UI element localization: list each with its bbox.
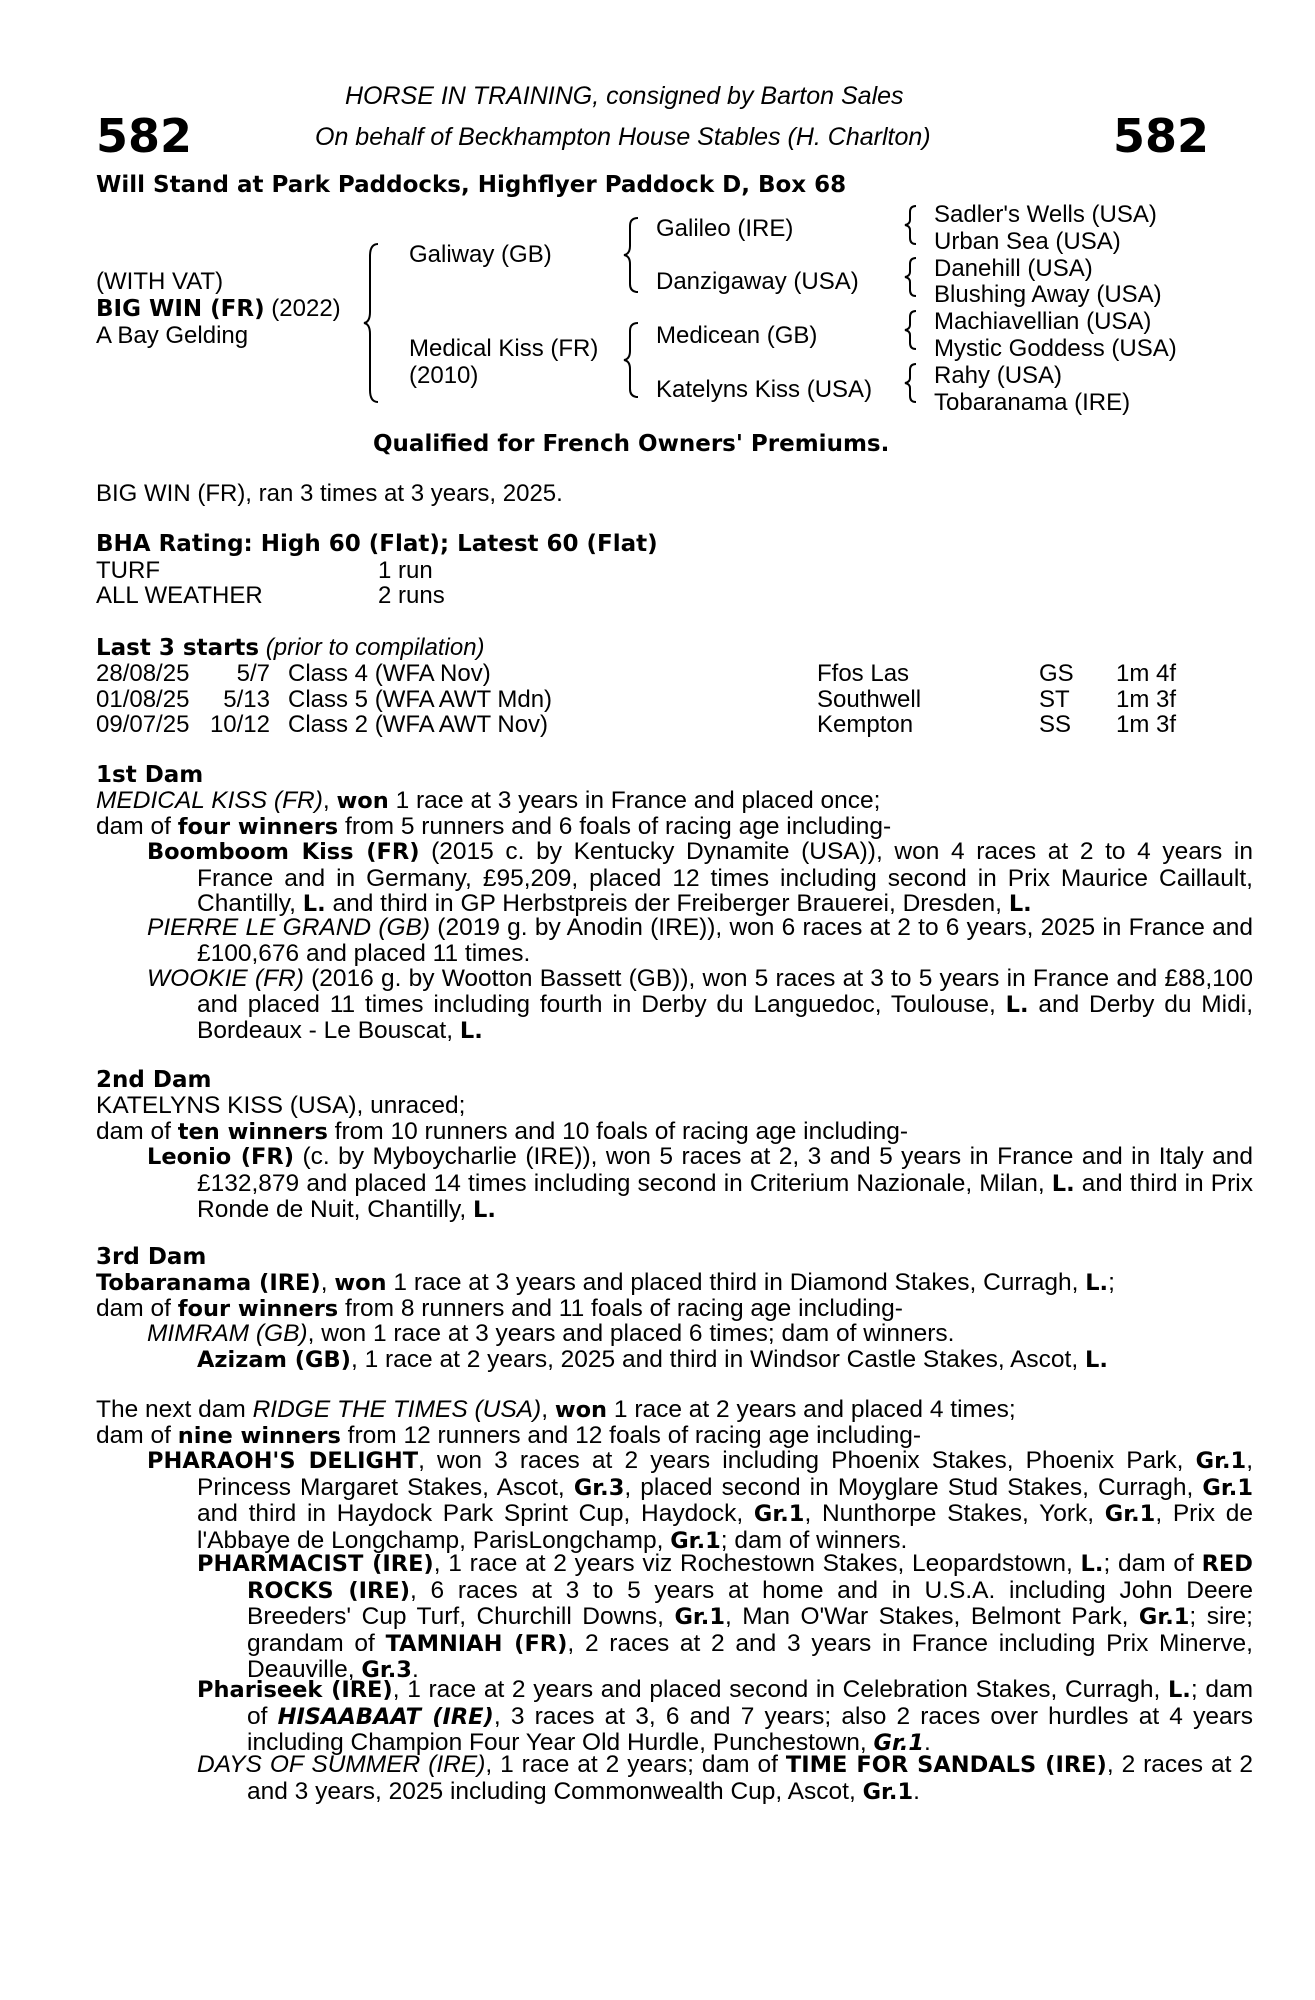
start-date: 09/07/25 — [96, 711, 190, 738]
start-date: 28/08/25 — [96, 660, 190, 687]
consignor-line: On behalf of Beckhampton House Stables (H. Charlton) — [315, 123, 931, 151]
horse-name-line — [96, 297, 341, 321]
pedigree-g5: Machiavellian (USA) — [934, 308, 1152, 335]
next-dam-pre: The next dam — [96, 1396, 253, 1423]
progeny-name: Phariseek (IRE) — [197, 1677, 393, 1703]
pedigree-bracket-dam — [626, 321, 646, 401]
dam1-progeny-1 — [147, 839, 1253, 918]
phariseek-entry — [197, 1677, 1253, 1757]
dam2-produce — [96, 1119, 1206, 1146]
last-starts-heading — [96, 636, 485, 660]
catalogue-title: HORSE IN TRAINING, consigned by Barton Sales — [345, 82, 904, 110]
progeny-text: ; dam of — [1103, 1550, 1202, 1577]
pedigree-g1: Sadler's Wells (USA) — [934, 201, 1157, 228]
bha-rating: BHA Rating: High 60 (Flat); Latest 60 (Flat) — [96, 531, 658, 557]
group-mark: Gr.1 — [1138, 1604, 1190, 1630]
rating-runs-turf: 1 run — [378, 557, 433, 584]
progeny-text: (2015 c. by Kentucky Dynamite (USA)), won 4 races at 2 to 4 years in France and in Germany, £95,209, placed 12 times including second in Prix Maurice Caillault, Chantilly, — [197, 838, 1253, 917]
progeny-text: , 2 races at 2 and 3 years, 2025 including Commonwealth Cup, Ascot, — [247, 1751, 1253, 1805]
group-mark: Gr.1 — [1202, 1474, 1253, 1501]
progeny-text: , won 1 race at 3 years and placed 6 times; dam of winners. — [307, 1320, 955, 1347]
progeny-text: , 6 races at 3 to 5 years at home and in U.S.A. including John Deere Breeders' Cup Turf, Churchill Downs, — [247, 1576, 1254, 1630]
progeny-text: , Man O'War Stakes, Belmont Park, — [725, 1603, 1139, 1630]
next-dam-produce-rest: from 12 runners and 12 foals of racing age including- — [340, 1422, 922, 1449]
pedigree-dam-sire: Medicean (GB) — [656, 322, 818, 349]
vat-label: (WITH VAT) — [96, 268, 224, 295]
start-going: SS — [1039, 711, 1072, 738]
group-mark: Gr.1 — [1195, 1448, 1247, 1474]
dam3-produce-rest: from 8 runners and 11 foals of racing age including- — [338, 1295, 903, 1322]
pedigree-g6: Mystic Goddess (USA) — [934, 335, 1177, 362]
pedigree-sire-sire: Galileo (IRE) — [656, 215, 794, 242]
next-dam-name: RIDGE THE TIMES (USA) — [252, 1396, 542, 1423]
dam2-winners: ten winners — [177, 1119, 328, 1145]
group-mark: Gr.3 — [573, 1474, 625, 1501]
pharaohs-delight-entry — [147, 1448, 1253, 1554]
dam3-progeny-1 — [147, 1321, 1203, 1347]
next-dam-produce — [96, 1423, 1206, 1450]
pedigree-dam-year: (2010) — [409, 362, 479, 389]
dam2-intro: KATELYNS KISS (USA), unraced; — [96, 1092, 466, 1119]
start-course: Southwell — [817, 686, 922, 713]
dam3-produce — [96, 1296, 1206, 1323]
progeny-name: Boomboom Kiss (FR) — [147, 839, 420, 865]
group-mark: Gr.1 — [670, 1527, 721, 1554]
lot-number-left: 582 — [96, 109, 193, 163]
dam3-intro: Tobaranama (IRE), won 1 race at 3 years and placed third in Diamond Stakes, Curragh, L.; — [96, 1269, 1115, 1296]
progeny-text: (2016 g. by Wootton Bassett (GB)), won 5 races at 3 to 5 years in France and £88,100 and placed 11 times including fourth in Derby du Languedoc, Toulouse, — [197, 965, 1254, 1018]
start-race: Class 4 (WFA Nov) — [288, 660, 491, 687]
pedigree-sire: Galiway (GB) — [409, 241, 552, 268]
pedigree-bracket-g2 — [906, 256, 922, 298]
premiums-note: Qualified for French Owners' Premiums. — [373, 431, 890, 457]
rating-surface-turf: TURF — [96, 557, 160, 584]
progeny-text: , 1 race at 2 years and placed second in Celebration Stakes, Curragh, — [392, 1676, 1168, 1703]
progeny-text: , Prix de l'Abbaye de Longchamp, ParisLongchamp, — [197, 1500, 1253, 1554]
progeny-text: , 1 race at 2 years; dam of — [485, 1751, 786, 1778]
listed-mark: L. — [1084, 1347, 1108, 1373]
days-of-summer-entry — [197, 1752, 1253, 1805]
group-mark: Gr.1 — [753, 1501, 805, 1527]
start-course: Ffos Las — [817, 660, 910, 687]
dam1-winners: four winners — [177, 814, 339, 840]
progeny-name: WOOKIE (FR) — [147, 965, 304, 992]
dam2-progeny-1 — [147, 1144, 1253, 1224]
progeny-name: Azizam (GB) — [197, 1347, 351, 1373]
group-mark: Gr.1 — [873, 1730, 925, 1756]
listed-mark: L. — [1080, 1551, 1104, 1577]
start-pos: 10/12 — [209, 711, 270, 738]
group-mark: Gr.3 — [361, 1657, 412, 1683]
dam1-produce — [96, 814, 1206, 841]
dam1-produce-pre: dam of — [96, 813, 178, 840]
listed-mark: L. — [473, 1197, 496, 1223]
pharmacist-entry — [197, 1551, 1253, 1684]
start-going: GS — [1039, 660, 1074, 687]
progeny-text: , 1 race at 2 years, 2025 and third in Windsor Castle Stakes, Ascot, — [350, 1346, 1085, 1373]
last-starts-title: Last 3 starts — [96, 635, 260, 661]
progeny-text: (c. by Myboycharlie (IRE)), won 5 races at 2, 3 and 5 years in France and in Italy and £132,879 and placed 14 times including second in Criterium Nazionale, Milan, — [197, 1143, 1254, 1197]
pedigree-bracket-g3 — [906, 309, 922, 351]
next-dam-produce-pre: dam of — [96, 1422, 178, 1449]
progeny-text: , 1 race at 2 years viz Rochestown Stakes, Leopardstown, — [433, 1550, 1081, 1577]
dam1-won: won — [336, 788, 389, 814]
dam3-record: 1 race at 3 years and placed third in Diamond Stakes, Curragh, — [386, 1269, 1086, 1296]
horse-name: BIG WIN (FR) — [96, 296, 265, 322]
progeny-text: , Nunthorpe Stakes, York, — [804, 1500, 1105, 1527]
progeny-text: ; dam of — [247, 1676, 1253, 1730]
last-starts-note: (prior to compilation) — [265, 634, 485, 661]
progeny-name: TIME FOR SANDALS (IRE) — [785, 1752, 1107, 1778]
pedigree-g8: Tobaranama (IRE) — [934, 389, 1131, 416]
dam1-produce-rest: from 5 runners and 6 foals of racing age including- — [338, 813, 892, 840]
progeny-text: and third in GP Herbstpreis der Freiberger Brauerei, Dresden, — [325, 890, 1009, 917]
dam3-winners: four winners — [177, 1296, 339, 1322]
next-dam-record: 1 race at 2 years and placed 4 times; — [607, 1396, 1016, 1423]
listed-mark: L. — [1005, 991, 1029, 1018]
dam2-produce-rest: from 10 runners and 10 foals of racing age including- — [327, 1118, 909, 1145]
start-distance: 1m 3f — [1116, 711, 1177, 738]
next-dam-intro: The next dam RIDGE THE TIMES (USA), won 1 race at 2 years and placed 4 times; — [96, 1396, 1016, 1423]
pedigree-g2: Urban Sea (USA) — [934, 228, 1121, 255]
stand-location: Will Stand at Park Paddocks, Highflyer Paddock D, Box 68 — [96, 172, 847, 198]
progeny-name: Leonio (FR) — [147, 1144, 295, 1170]
dam3-name: Tobaranama (IRE) — [96, 1270, 321, 1296]
progeny-text: . — [924, 1729, 931, 1756]
pedigree-g7: Rahy (USA) — [934, 362, 1063, 389]
start-distance: 1m 3f — [1116, 686, 1177, 713]
pedigree-bracket-main — [366, 242, 386, 404]
progeny-name: PHARMACIST (IRE) — [197, 1551, 434, 1577]
start-going: ST — [1039, 686, 1070, 713]
listed-mark: L. — [1085, 1270, 1109, 1296]
dam3-heading: 3rd Dam — [96, 1244, 207, 1270]
lot-number-right: 582 — [1113, 109, 1210, 163]
progeny-text: ; sire; grandam of — [247, 1603, 1253, 1657]
horse-year: (2022) — [271, 295, 341, 322]
progeny-text: , placed second in Moyglare Stud Stakes, Curragh, — [624, 1473, 1203, 1501]
start-race: Class 2 (WFA AWT Nov) — [288, 711, 549, 738]
start-pos: 5/7 — [236, 660, 270, 687]
rating-surface-aw: ALL WEATHER — [96, 582, 263, 609]
progeny-name: RED ROCKS (IRE) — [247, 1551, 1253, 1604]
progeny-name: HISAABAAT (IRE) — [277, 1703, 494, 1730]
pedigree-dam-dam: Katelyns Kiss (USA) — [656, 376, 873, 403]
dam1-progeny-3 — [147, 966, 1253, 1045]
dam1-intro: MEDICAL KISS (FR), won 1 race at 3 years in France and placed once; — [96, 787, 881, 814]
progeny-name: PHARAOH'S DELIGHT — [147, 1448, 419, 1474]
horse-description: A Bay Gelding — [96, 322, 249, 349]
next-dam-won: won — [554, 1397, 608, 1423]
pedigree-g4: Blushing Away (USA) — [934, 281, 1162, 308]
dam1-progeny-2 — [147, 915, 1253, 966]
rating-runs-aw: 2 runs — [378, 582, 445, 609]
progeny-name: DAYS OF SUMMER (IRE) — [197, 1751, 486, 1778]
pedigree-bracket-sire — [626, 216, 646, 296]
start-course: Kempton — [817, 711, 914, 738]
listed-mark: L. — [1167, 1677, 1191, 1703]
progeny-text: , Princess Margaret Stakes, Ascot, — [197, 1447, 1253, 1501]
dam1-record: 1 race at 3 years in France and placed once; — [388, 787, 881, 814]
start-pos: 5/13 — [223, 686, 270, 713]
next-dam-winners: nine winners — [177, 1423, 341, 1449]
progeny-text: , won 3 races at 2 years including Phoenix Stakes, Phoenix Park, — [418, 1447, 1196, 1474]
dam1-name: MEDICAL KISS (FR) — [96, 787, 323, 814]
progeny-name: PIERRE LE GRAND (GB) — [147, 914, 431, 941]
race-summary: BIG WIN (FR), ran 3 times at 3 years, 2025. — [96, 480, 563, 507]
listed-mark: L. — [459, 1018, 483, 1044]
dam2-heading: 2nd Dam — [96, 1067, 212, 1093]
listed-mark: L. — [302, 891, 326, 917]
progeny-text: . — [913, 1777, 920, 1805]
start-race: Class 5 (WFA AWT Mdn) — [288, 686, 553, 713]
listed-mark: L. — [1008, 891, 1032, 917]
dam3-won: won — [334, 1270, 387, 1296]
start-distance: 1m 4f — [1116, 660, 1177, 687]
pedigree-bracket-g1 — [906, 204, 922, 246]
start-date: 01/08/25 — [96, 686, 190, 713]
progeny-name: TAMNIAH (FR) — [385, 1630, 568, 1657]
dam1-heading: 1st Dam — [96, 762, 204, 788]
pedigree-dam: Medical Kiss (FR) — [409, 335, 599, 362]
progeny-text: . — [411, 1656, 419, 1683]
pedigree-g3: Danehill (USA) — [934, 255, 1093, 282]
progeny-text: , 2 races at 2 and 3 years in France including Prix Minerve, Deauville, — [247, 1629, 1253, 1683]
listed-mark: L. — [1051, 1170, 1075, 1197]
dam3-progeny-2 — [197, 1347, 1203, 1374]
group-mark: Gr.1 — [1104, 1501, 1156, 1527]
progeny-text: and third in Haydock Park Sprint Cup, Haydock, — [197, 1500, 754, 1527]
progeny-text: and third in Prix Ronde de Nuit, Chantilly, — [197, 1169, 1254, 1223]
pedigree-bracket-g4 — [906, 362, 922, 404]
dam3-produce-pre: dam of — [96, 1295, 178, 1322]
progeny-text: (2019 g. by Anodin (IRE)), won 6 races at 2 to 6 years, 2025 in France and £100,676 and placed 11 times. — [197, 914, 1253, 967]
pedigree-sire-dam: Danzigaway (USA) — [656, 268, 859, 295]
progeny-text: , 3 races at 3, 6 and 7 years; also 2 races over hurdles at 4 years including Champion Four Year Old Hurdle, Punchestown, — [247, 1702, 1253, 1756]
progeny-text: ; dam of winners. — [720, 1526, 908, 1554]
progeny-text: and Derby du Midi, Bordeaux - Le Bouscat, — [197, 990, 1253, 1044]
progeny-name: MIMRAM (GB) — [147, 1320, 308, 1347]
group-mark: Gr.1 — [862, 1778, 914, 1805]
group-mark: Gr.1 — [674, 1604, 726, 1630]
dam2-produce-pre: dam of — [96, 1118, 178, 1145]
